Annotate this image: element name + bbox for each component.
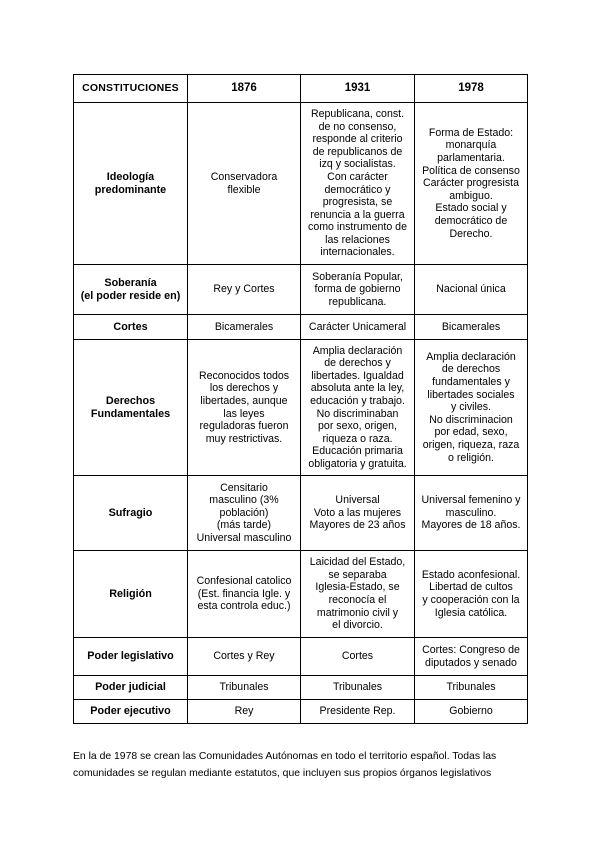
header-row (74, 75, 528, 103)
cell-legislativo-1931: Cortes (301, 638, 415, 676)
header-1978: 1978 (415, 75, 528, 103)
cell-sufragio-1931: Universal Voto a las mujeres Mayores de 23 años (301, 476, 415, 551)
cell-legislativo-1876: Cortes y Rey (188, 638, 301, 676)
cell-ejecutivo-1978: Gobierno (415, 700, 528, 724)
cell-judicial-1876: Tribunales (188, 676, 301, 700)
row-religion (74, 551, 528, 638)
cell-ideologia-1978: Forma de Estado: monarquía parlamentaria. Política de consenso Carácter progresista ambiguo. Estado social y democrático de Derecho. (415, 103, 528, 265)
header-constituciones: CONSTITUCIONES (74, 75, 188, 103)
cell-religion-1978: Estado aconfesional. Libertad de cultos y cooperación con la Iglesia católica. (415, 551, 528, 638)
row-poder-legislativo (74, 638, 528, 676)
cell-ideologia-1876: Conservadora flexible (188, 103, 301, 265)
row-label-poder-judicial: Poder judicial (74, 676, 188, 700)
cell-legislativo-1978: Cortes: Congreso de diputados y senado (415, 638, 528, 676)
row-derechos (74, 340, 528, 476)
cell-cortes-1876: Bicamerales (188, 315, 301, 340)
cell-ejecutivo-1876: Rey (188, 700, 301, 724)
cell-judicial-1978: Tribunales (415, 676, 528, 700)
cell-soberania-1876: Rey y Cortes (188, 265, 301, 315)
row-soberania (74, 265, 528, 315)
cell-religion-1931: Laicidad del Estado, se separaba Iglesia-Estado, se reconocía el matrimonio civil y el divorcio. (301, 551, 415, 638)
row-label-ideologia: Ideología predominante (74, 103, 188, 265)
row-label-sufragio: Sufragio (74, 476, 188, 551)
cell-ideologia-1931: Republicana, const. de no consenso, responde al criterio de republicanos de izq y socialistas. Con carácter democrático y progresista, se renuncia a la guerra como instrumento de las relaciones internacionales. (301, 103, 415, 265)
row-ideologia (74, 103, 528, 265)
cell-derechos-1931: Amplia declaración de derechos y libertades. Igualdad absoluta ante la ley, educación y trabajo. No discriminaban por sexo, origen, riqueza o raza. Educación primaria obligatoria y gratuita. (301, 340, 415, 476)
cell-derechos-1978: Amplia declaración de derechos fundamentales y libertades sociales y civiles. No discriminacion por edad, sexo, origen, riqueza, raza o religión. (415, 340, 528, 476)
row-label-religion: Religión (74, 551, 188, 638)
cell-sufragio-1876: Censitario masculino (3% población) (más tarde) Universal masculino (188, 476, 301, 551)
cell-soberania-1931: Soberanía Popular, forma de gobierno republicana. (301, 265, 415, 315)
row-poder-ejecutivo (74, 700, 528, 724)
footer-paragraph: En la de 1978 se crean las Comunidades Autónomas en todo el territorio español. Todas las comunidades se regulan mediante estatutos, que incluyen sus propios órganos legislativos (73, 751, 497, 779)
header-1931: 1931 (301, 75, 415, 103)
cell-ejecutivo-1931: Presidente Rep. (301, 700, 415, 724)
cell-religion-1876: Confesional catolico (Est. financia Igle. y esta controla educ.) (188, 551, 301, 638)
cell-derechos-1876: Reconocidos todos los derechos y libertades, aunque las leyes reguladoras fueron muy restrictivas. (188, 340, 301, 476)
row-label-cortes: Cortes (74, 315, 188, 340)
cell-cortes-1931: Carácter Unicameral (301, 315, 415, 340)
row-sufragio (74, 476, 528, 551)
row-label-poder-ejecutivo: Poder ejecutivo (74, 700, 188, 724)
row-label-poder-legislativo: Poder legislativo (74, 638, 188, 676)
row-poder-judicial (74, 676, 528, 700)
row-label-derechos: Derechos Fundamentales (74, 340, 188, 476)
row-cortes (74, 315, 528, 340)
cell-soberania-1978: Nacional única (415, 265, 528, 315)
constitutions-table (73, 74, 528, 724)
header-1876: 1876 (188, 75, 301, 103)
row-label-soberania: Soberanía (el poder reside en) (74, 265, 188, 315)
cell-judicial-1931: Tribunales (301, 676, 415, 700)
cell-sufragio-1978: Universal femenino y masculino. Mayores de 18 años. (415, 476, 528, 551)
cell-cortes-1978: Bicamerales (415, 315, 528, 340)
